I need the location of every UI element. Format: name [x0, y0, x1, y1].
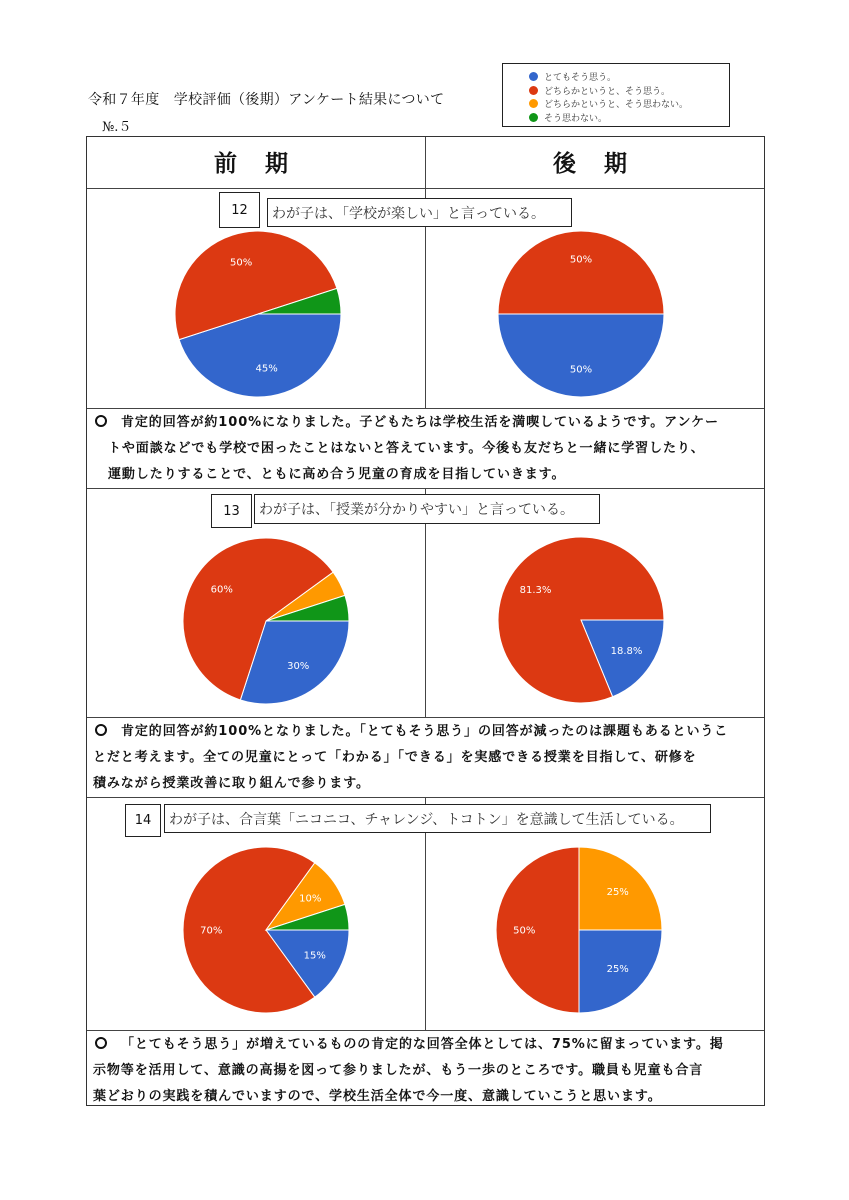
legend-dot-icon — [529, 72, 538, 81]
legend-dot-icon — [529, 99, 538, 108]
row-divider — [87, 797, 764, 798]
circle-bullet-icon — [95, 1037, 107, 1049]
row-divider — [87, 488, 764, 489]
legend-item — [529, 111, 729, 125]
column-header-second-term: 後 期 — [552, 151, 637, 177]
circle-bullet-icon — [95, 415, 107, 427]
row-divider — [87, 408, 764, 409]
comment-line: 積みながら授業改善に取り組んで参ります。 — [93, 776, 370, 791]
legend-dot-icon — [529, 86, 538, 95]
comment-line — [93, 719, 757, 745]
question-text: わが子は、合言葉「ニコニコ、チャレンジ、トコトン」を意識して生活している。 — [164, 804, 711, 833]
row-divider — [87, 188, 764, 189]
document-number: №.５ — [102, 120, 132, 135]
legend-item — [529, 97, 729, 111]
column-header-first-term: 前 期 — [213, 151, 298, 177]
question-number: 13 — [211, 494, 252, 528]
comment-block — [93, 1032, 757, 1110]
comment-line — [93, 410, 757, 436]
pie-slice-label: 45% — [255, 363, 278, 375]
legend-label: どちらかというと、そう思わない。 — [544, 100, 689, 111]
pie-slice-label: 25% — [606, 886, 629, 898]
legend-label: どちらかというと、そう思う。 — [544, 86, 671, 97]
comment-line: トや面談などでも学校で困ったことはないと答えています。今後も友だちと一緒に学習したり、 — [108, 441, 705, 456]
pie-slice-label: 30% — [287, 660, 310, 672]
comment-line: とだと考えます。全ての児童にとって「わかる」「できる」を実感できる授業を目指して、研修を — [93, 750, 697, 765]
comment-text: 肯定的回答が約100%になりました。子どもたちは学校生活を満喫しているようです。アンケー — [121, 415, 719, 430]
pie-slice-label: 50% — [513, 925, 536, 937]
pie-slice-label: 18.8% — [610, 646, 643, 657]
document-title: 令和７年度 学校評価（後期）アンケート結果について — [88, 92, 445, 108]
legend-dot-icon — [529, 113, 538, 122]
comment-block — [93, 719, 757, 797]
chart-legend — [502, 63, 730, 127]
pie-chart-q13-second — [497, 536, 665, 704]
comment-line: 葉どおりの実践を積んでいますので、学校生活全体で今一度、意識していこうと思います。 — [93, 1089, 662, 1104]
pie-slice-label: 50% — [569, 364, 593, 376]
circle-bullet-icon — [95, 724, 107, 736]
question-text: わが子は、「授業が分かりやすい」と言っている。 — [254, 494, 600, 524]
row-divider — [87, 1030, 764, 1031]
pie-slice — [498, 314, 664, 397]
question-number: 14 — [125, 804, 161, 837]
pie-slice-label: 81.3% — [519, 585, 552, 596]
pie-slice-label: 60% — [210, 584, 233, 596]
legend-label: とてもそう思う。 — [544, 73, 617, 84]
pie-slice-label: 25% — [606, 964, 629, 976]
legend-label: そう思わない。 — [544, 113, 608, 124]
comment-block — [93, 410, 757, 488]
legend-item — [529, 70, 729, 84]
comment-line: 運動したりすることで、ともに高め合う児童の育成を目指していきます。 — [108, 467, 566, 482]
question-text: わが子は、「学校が楽しい」と言っている。 — [267, 198, 572, 227]
pie-chart-q14-first — [182, 846, 350, 1014]
comment-text: 「とてもそう思う」が増えているものの肯定的な回答全体としては、75%に留まっています。掲 — [121, 1037, 724, 1052]
pie-slice-label: 70% — [200, 925, 223, 937]
comment-line: 示物等を活用して、意識の高揚を図って参りましたが、もう一歩のところです。職員も児童も合言 — [93, 1063, 704, 1078]
comment-text: 肯定的回答が約100%となりました。「とてもそう思う」の回答が減ったのは課題もあるというこ — [121, 724, 729, 739]
legend-item — [529, 84, 729, 98]
pie-slice-label: 10% — [299, 893, 322, 905]
row-divider — [87, 717, 764, 718]
question-number: 12 — [219, 192, 260, 228]
pie-slice-label: 50% — [569, 254, 593, 266]
pie-slice-label: 50% — [229, 257, 253, 269]
pie-chart-q14-second — [495, 846, 663, 1014]
pie-slice — [498, 231, 664, 314]
comment-line — [93, 1032, 757, 1058]
pie-chart-q12-first — [174, 230, 342, 398]
pie-chart-q13-first — [182, 537, 350, 705]
pie-chart-q12-second — [497, 230, 665, 398]
pie-slice-label: 15% — [303, 950, 326, 962]
pie-slice — [496, 847, 579, 1013]
